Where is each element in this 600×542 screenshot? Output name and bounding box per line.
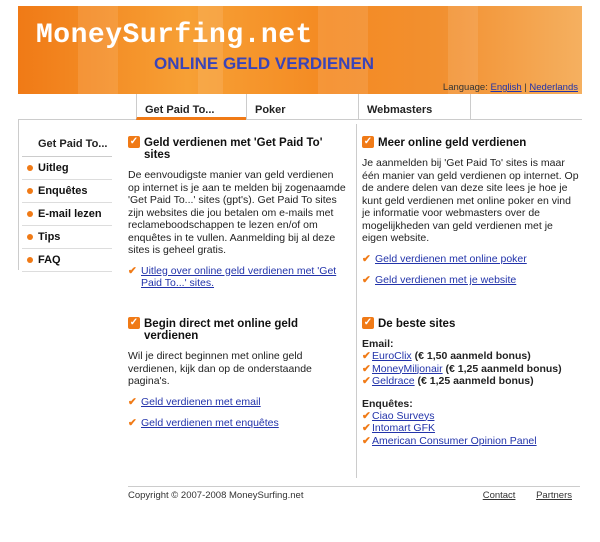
column-divider (356, 124, 357, 478)
ciao-surveys-link[interactable]: Ciao Surveys (372, 409, 435, 422)
check-icon: ✔ (128, 395, 137, 408)
checkmark-icon: ✓ (129, 317, 139, 328)
sidebar-item-faq[interactable] (22, 249, 112, 272)
main-nav (18, 94, 582, 120)
gpt-text: De eenvoudigste manier van geld verdienen op internet is je aan te melden bij zogenaamde 'Get Paid To...' sites (gpt's). Get Paid To sites zijn websites die jou betalen om e-mails met reclameboodschappen te lezen en/of om enquêtes in te vullen. Aanmelding bij al deze sites is geheel gratis. (128, 169, 346, 256)
poker-link[interactable]: Geld verdienen met online poker (375, 252, 527, 265)
check-icon: ✔ (362, 350, 371, 362)
sidebar-item-email-lezen[interactable] (22, 203, 112, 226)
nav-spacer-left (18, 94, 136, 120)
gpt-link-row (128, 265, 348, 290)
site-bonus: (€ 1,25 aanmeld bonus) (445, 362, 562, 375)
intomart-link[interactable]: Intomart GFK (372, 422, 436, 434)
site-row-intomart (362, 422, 580, 435)
more-link-row-1 (362, 253, 580, 266)
sidebar (22, 134, 112, 272)
site-bonus: (€ 1,50 aanmeld bonus) (414, 350, 531, 362)
bullet-icon (27, 188, 33, 194)
check-icon: ✔ (128, 264, 137, 277)
sidebar-item-label: Tips (38, 231, 61, 243)
checkmark-icon: ✓ (129, 136, 139, 147)
gpt-heading-text: Geld verdienen met 'Get Paid To' sites (144, 137, 323, 161)
check-icon: ✔ (362, 362, 371, 375)
nav-tab-webmasters[interactable]: Webmasters (358, 94, 470, 120)
language-dutch-link[interactable]: Nederlands (529, 82, 578, 93)
site-subtitle: ONLINE GELD VERDIENEN (154, 54, 375, 73)
begin-heading-text: Begin direct met online geld verdienen (144, 318, 298, 342)
nav-tab-poker[interactable]: Poker (246, 94, 358, 120)
sidebar-item-label: Uitleg (38, 162, 69, 174)
begin-text: Wil je direct beginnen met online geld verdienen, kijk dan op de onderstaande pagina's. (128, 350, 312, 387)
site-row-ciao (362, 410, 580, 423)
check-icon: ✔ (362, 274, 371, 286)
nav-spacer-right (470, 94, 582, 120)
site-title: MoneySurfing.net (36, 20, 313, 51)
site-header (18, 6, 582, 94)
check-icon: ✔ (362, 422, 371, 434)
language-separator: | (524, 82, 527, 93)
sidebar-item-enquetes[interactable] (22, 180, 112, 203)
language-label: Language: (442, 82, 488, 93)
nav-tab-get-paid-to[interactable]: Get Paid To... (136, 94, 246, 120)
gpt-heading (128, 137, 348, 161)
footer (128, 490, 580, 501)
footer-links (465, 490, 572, 501)
survey-sites-label: Enquêtes: (362, 397, 413, 410)
check-icon: ✔ (362, 252, 371, 265)
begin-link-row-1 (128, 396, 348, 409)
more-heading (362, 137, 580, 149)
more-heading-text: Meer online geld verdienen (378, 137, 527, 149)
site-row-geldrace (362, 375, 580, 388)
check-icon: ✔ (362, 434, 371, 447)
gpt-explanation-link[interactable]: Uitleg over online geld verdienen met 'Get Paid To...' sites. (141, 264, 337, 289)
email-sites-label: Email: (362, 338, 394, 350)
begin-heading (128, 318, 348, 342)
more-link-row-2 (362, 274, 580, 287)
site-row-moneymiljonair (362, 363, 580, 376)
sidebar-item-label: Enquêtes (38, 185, 88, 197)
moneymiljonair-link[interactable]: MoneyMiljonair (372, 362, 443, 375)
check-icon: ✔ (362, 409, 371, 422)
copyright-text: Copyright © 2007-2008 MoneySurfing.net (128, 490, 304, 501)
sidebar-item-label: FAQ (38, 254, 61, 266)
site-row-acop (362, 435, 580, 448)
gpt-section (128, 137, 348, 299)
language-bar (443, 82, 578, 93)
geldrace-link[interactable]: Geldrace (372, 375, 415, 387)
bullet-icon (27, 165, 33, 171)
best-sites-section (362, 318, 580, 447)
more-section (362, 137, 580, 296)
sidebar-item-tips[interactable] (22, 226, 112, 249)
best-heading-text: De beste sites (378, 318, 456, 330)
sidebar-item-uitleg[interactable] (22, 157, 112, 180)
footer-divider (128, 486, 580, 487)
sidebar-item-label: E-mail lezen (38, 208, 102, 220)
checkmark-icon: ✓ (363, 317, 373, 328)
check-icon: ✔ (362, 375, 371, 387)
website-link[interactable]: Geld verdienen met je website (375, 274, 517, 286)
sidebar-title: Get Paid To... (22, 134, 112, 157)
language-english-link[interactable]: English (490, 82, 522, 93)
surveys-link[interactable]: Geld verdienen met enquêtes (141, 417, 279, 429)
begin-section (128, 318, 348, 439)
check-icon: ✔ (128, 417, 137, 429)
site-row-euroclix (362, 350, 580, 363)
bullet-icon (27, 234, 33, 240)
email-link[interactable]: Geld verdienen met email (141, 395, 261, 408)
more-text: Je aanmelden bij 'Get Paid To' sites is maar één manier van geld verdienen op internet. Op de andere delen van deze site lees je hoe je kunt geld verdienen met online poker en vind je informatie voor webmasters over de mogelijkheden van geld verdienen met je eigen website. (362, 157, 579, 244)
begin-link-row-2 (128, 417, 348, 430)
acop-link[interactable]: American Consumer Opinion Panel (372, 434, 537, 447)
contact-link[interactable]: Contact (482, 490, 516, 501)
sidebar-divider (18, 120, 19, 270)
euroclix-link[interactable]: EuroClix (372, 350, 412, 362)
partners-link[interactable]: Partners (536, 490, 572, 501)
bullet-icon (27, 211, 33, 217)
bullet-icon (27, 257, 33, 263)
checkmark-icon: ✓ (363, 136, 373, 147)
best-heading (362, 318, 580, 330)
site-bonus: (€ 1,25 aanmeld bonus) (417, 375, 534, 387)
